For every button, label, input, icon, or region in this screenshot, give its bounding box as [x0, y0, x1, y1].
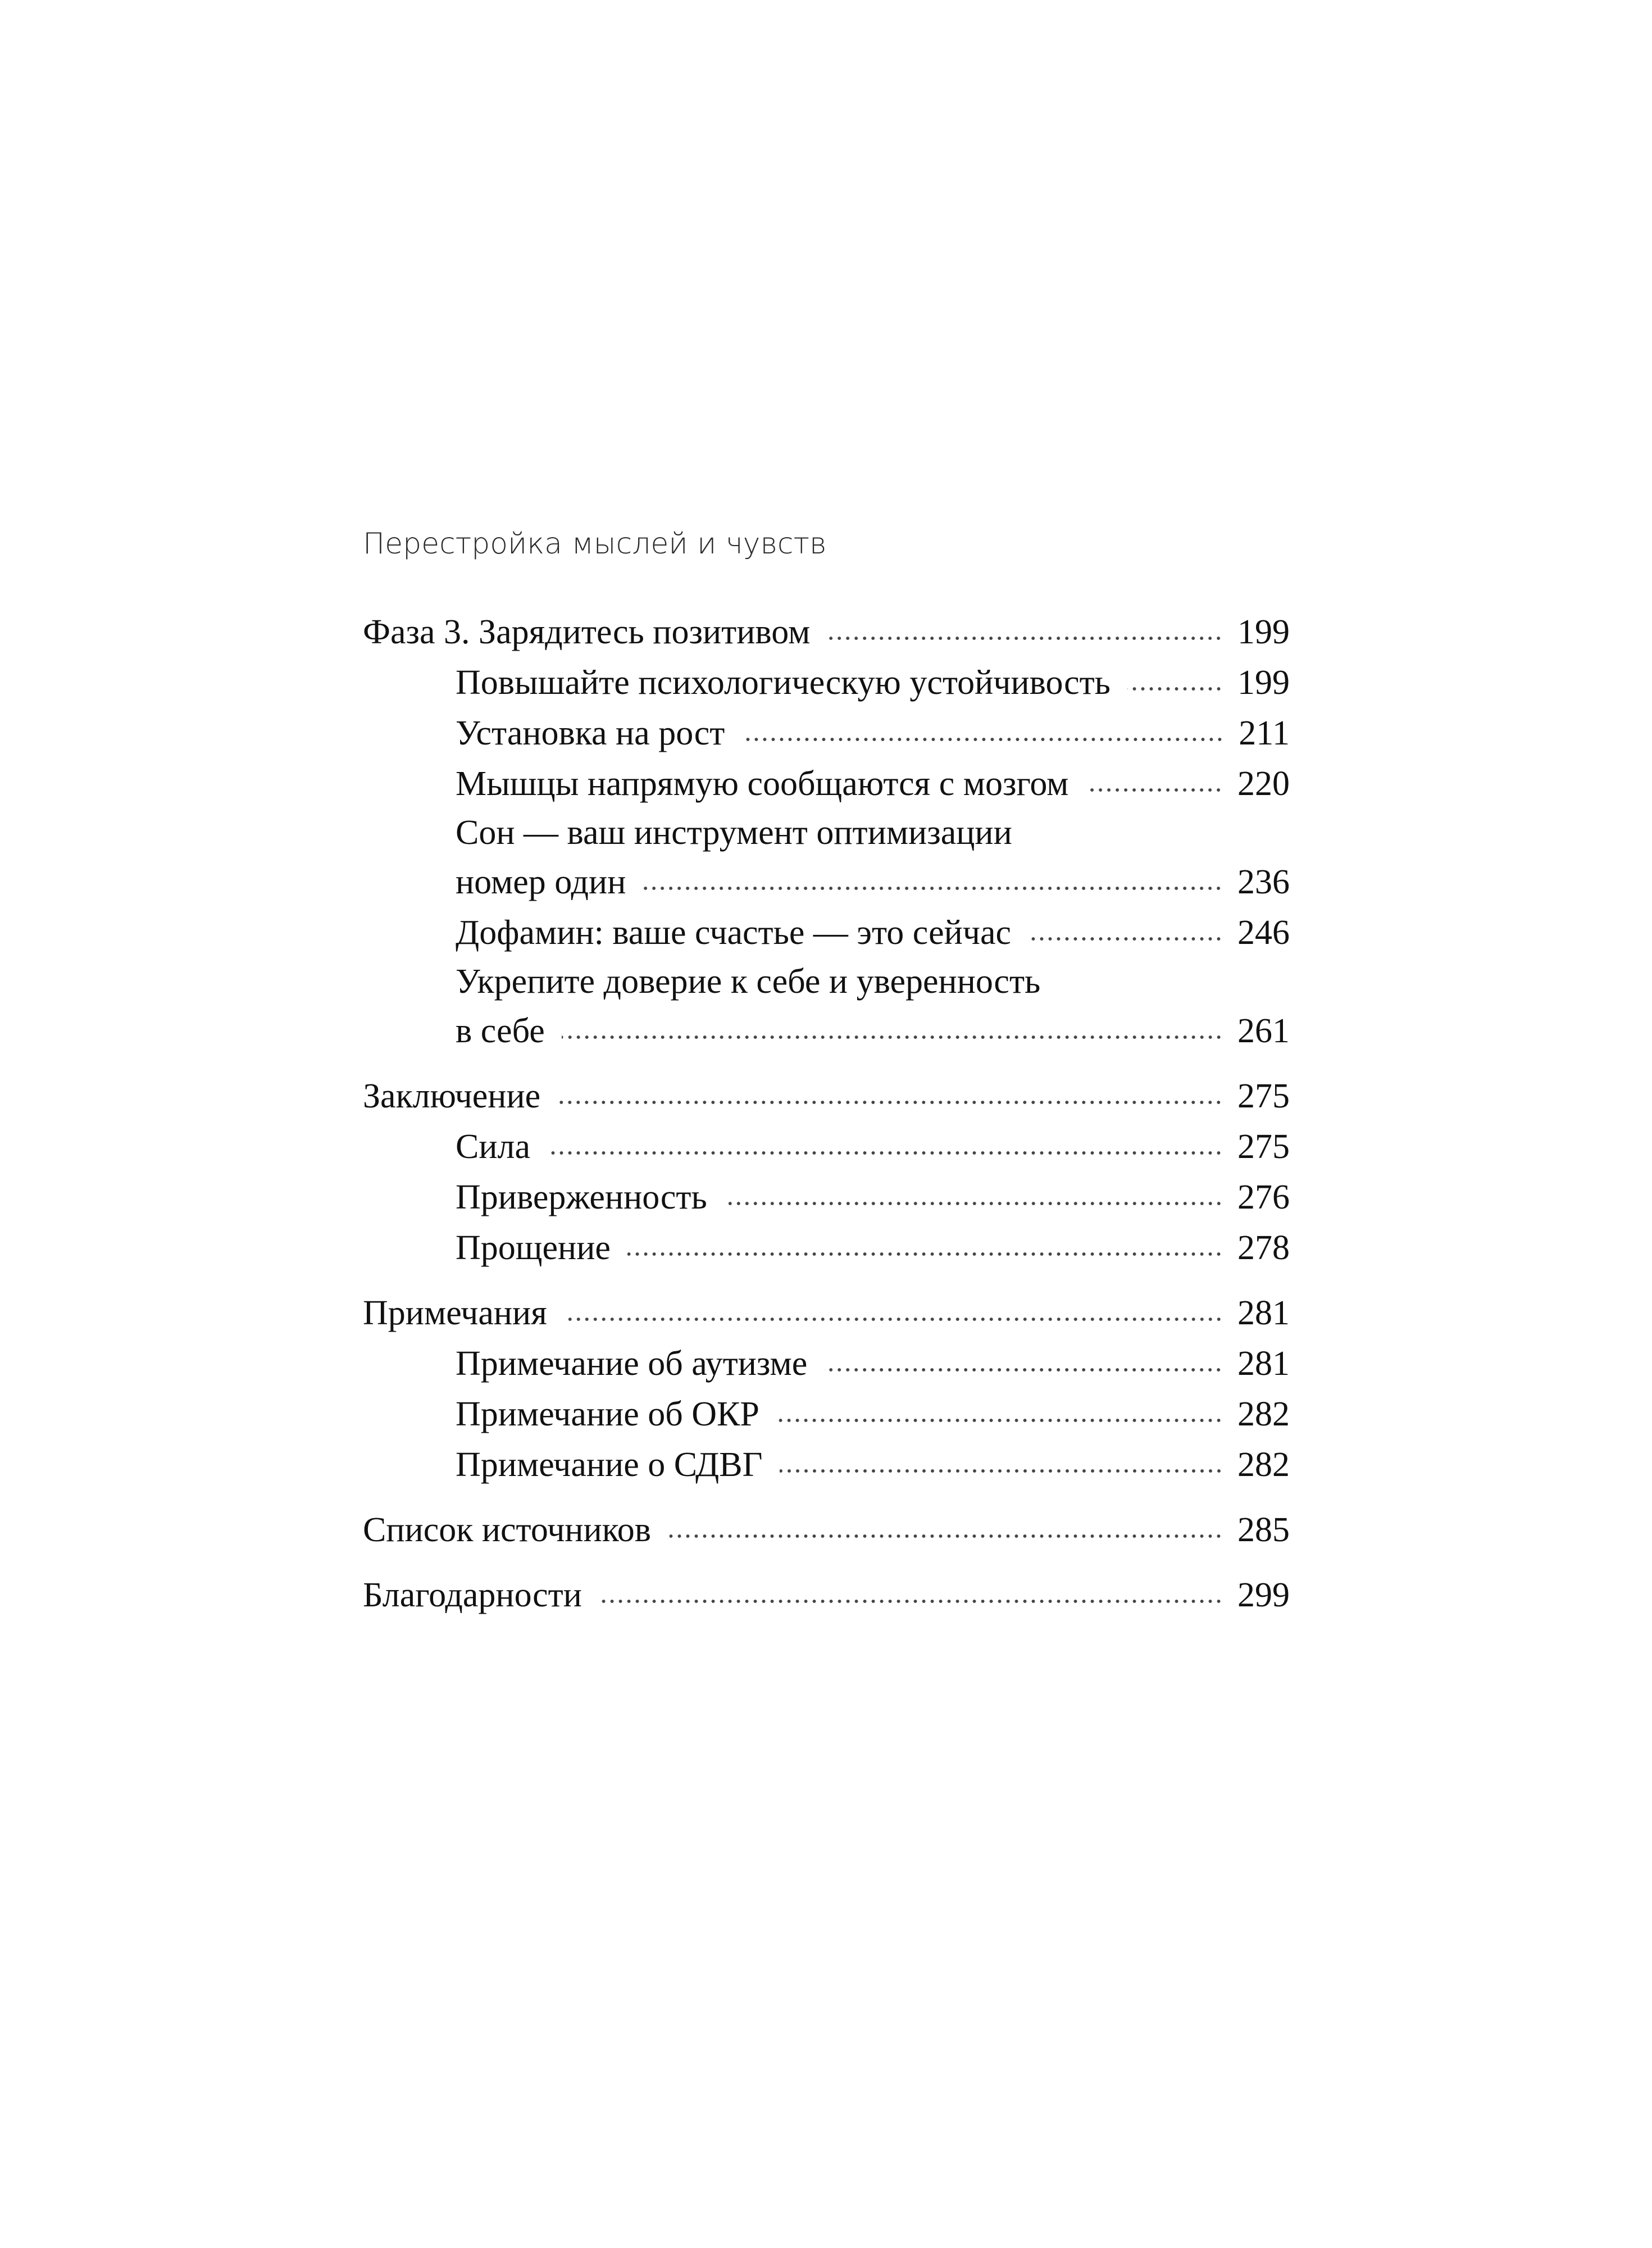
- toc-entry-commitment[interactable]: [363, 1172, 1290, 1223]
- toc-entry-title-line-1: Укрепите доверие к себе и уверенность: [456, 962, 1041, 1001]
- toc-entry-second-line: [456, 1006, 1290, 1056]
- toc-entry-page: 285: [1237, 1511, 1290, 1549]
- toc-entry-acknowledgements[interactable]: [363, 1570, 1290, 1620]
- toc-entry-page: 281: [1237, 1294, 1290, 1332]
- toc-entry-page: 282: [1237, 1446, 1290, 1484]
- toc-entry-dopamine[interactable]: [363, 907, 1290, 958]
- toc-entry-title: Примечания: [363, 1294, 547, 1332]
- toc-entry-title: Сила: [456, 1128, 530, 1166]
- toc-entry-title: Примечание о СДВГ: [456, 1446, 763, 1484]
- table-of-contents: [363, 607, 1290, 1635]
- dot-leader: [1127, 685, 1223, 693]
- toc-entry-page: 281: [1237, 1345, 1290, 1383]
- toc-entry-forgiveness[interactable]: [363, 1223, 1290, 1273]
- toc-entry-title-line-2: в себе: [456, 1012, 545, 1050]
- dot-leader: [824, 1366, 1223, 1374]
- toc-entry-phase-3[interactable]: [363, 607, 1290, 657]
- toc-entry-note-autism[interactable]: [363, 1338, 1290, 1389]
- toc-entry-title: Установка на рост: [456, 714, 725, 752]
- toc-entry-self-trust[interactable]: [363, 958, 1290, 1056]
- toc-entry-page: 261: [1237, 1012, 1290, 1050]
- toc-entry-page: 220: [1237, 765, 1290, 803]
- dot-leader: [827, 634, 1223, 642]
- toc-section-notes: [363, 1288, 1290, 1490]
- toc-entry-page: 236: [1237, 863, 1290, 901]
- toc-section-references: [363, 1505, 1290, 1555]
- toc-entry-second-line: [456, 857, 1290, 907]
- toc-entry-page: 246: [1237, 914, 1290, 952]
- toc-entry-title-line-1: Сон — ваш инструмент оптимизации: [456, 814, 1012, 852]
- dot-leader: [547, 1149, 1223, 1157]
- toc-entry-title: Заключение: [363, 1077, 541, 1115]
- toc-entry-title: Прощение: [456, 1229, 611, 1267]
- toc-entry-sleep[interactable]: [363, 809, 1290, 907]
- toc-entry-resilience[interactable]: [363, 657, 1290, 708]
- toc-entry-title: Примечание об ОКР: [456, 1395, 759, 1433]
- dot-leader: [1028, 935, 1223, 943]
- dot-leader: [627, 1250, 1223, 1258]
- toc-entry-title: Дофамин: ваше счастье — это сейчас: [456, 914, 1012, 952]
- dot-leader: [562, 1033, 1223, 1041]
- toc-entry-page: 278: [1237, 1229, 1290, 1267]
- toc-entry-page: 199: [1237, 613, 1290, 651]
- toc-entry-page: 275: [1237, 1128, 1290, 1166]
- toc-entry-conclusion[interactable]: [363, 1071, 1290, 1121]
- dot-leader: [1085, 786, 1223, 794]
- toc-entry-title: Примечание об аутизме: [456, 1345, 808, 1383]
- toc-entry-page: 275: [1237, 1077, 1290, 1115]
- toc-entry-title: Приверженность: [456, 1178, 707, 1216]
- toc-entry-title: Фаза 3. Зарядитесь позитивом: [363, 613, 811, 651]
- toc-entry-strength[interactable]: [363, 1121, 1290, 1172]
- dot-leader: [668, 1532, 1223, 1540]
- dot-leader: [564, 1315, 1223, 1323]
- toc-section-conclusion: [363, 1071, 1290, 1273]
- toc-entry-growth-mindset[interactable]: [363, 708, 1290, 759]
- toc-entry-page: 299: [1237, 1576, 1290, 1614]
- toc-entry-title: Список источников: [363, 1511, 652, 1549]
- dot-leader: [643, 884, 1223, 892]
- running-head: Перестройка мыслей и чувств: [363, 527, 827, 561]
- toc-entry-page: 211: [1239, 714, 1290, 752]
- toc-entry-title: Благодарности: [363, 1576, 582, 1614]
- toc-section-acknowledgements: [363, 1570, 1290, 1620]
- dot-leader: [780, 1467, 1223, 1475]
- toc-entry-muscles-brain[interactable]: [363, 759, 1290, 809]
- toc-entry-title: Мышцы напрямую сообщаются с мозгом: [456, 765, 1069, 803]
- dot-leader: [557, 1098, 1223, 1106]
- toc-entry-note-adhd[interactable]: [363, 1439, 1290, 1490]
- dot-leader: [599, 1597, 1223, 1605]
- toc-entry-note-ocd[interactable]: [363, 1389, 1290, 1439]
- toc-entry-references[interactable]: [363, 1505, 1290, 1555]
- toc-entry-page: 199: [1237, 664, 1290, 702]
- toc-entry-notes[interactable]: [363, 1288, 1290, 1338]
- dot-leader: [724, 1200, 1223, 1207]
- toc-entry-page: 276: [1237, 1178, 1290, 1216]
- dot-leader: [776, 1416, 1223, 1424]
- dot-leader: [741, 735, 1224, 743]
- toc-section-phase-3: [363, 607, 1290, 1056]
- toc-entry-page: 282: [1237, 1395, 1290, 1433]
- toc-entry-title-line-2: номер один: [456, 863, 626, 901]
- toc-entry-title: Повышайте психологическую устойчивость: [456, 664, 1111, 702]
